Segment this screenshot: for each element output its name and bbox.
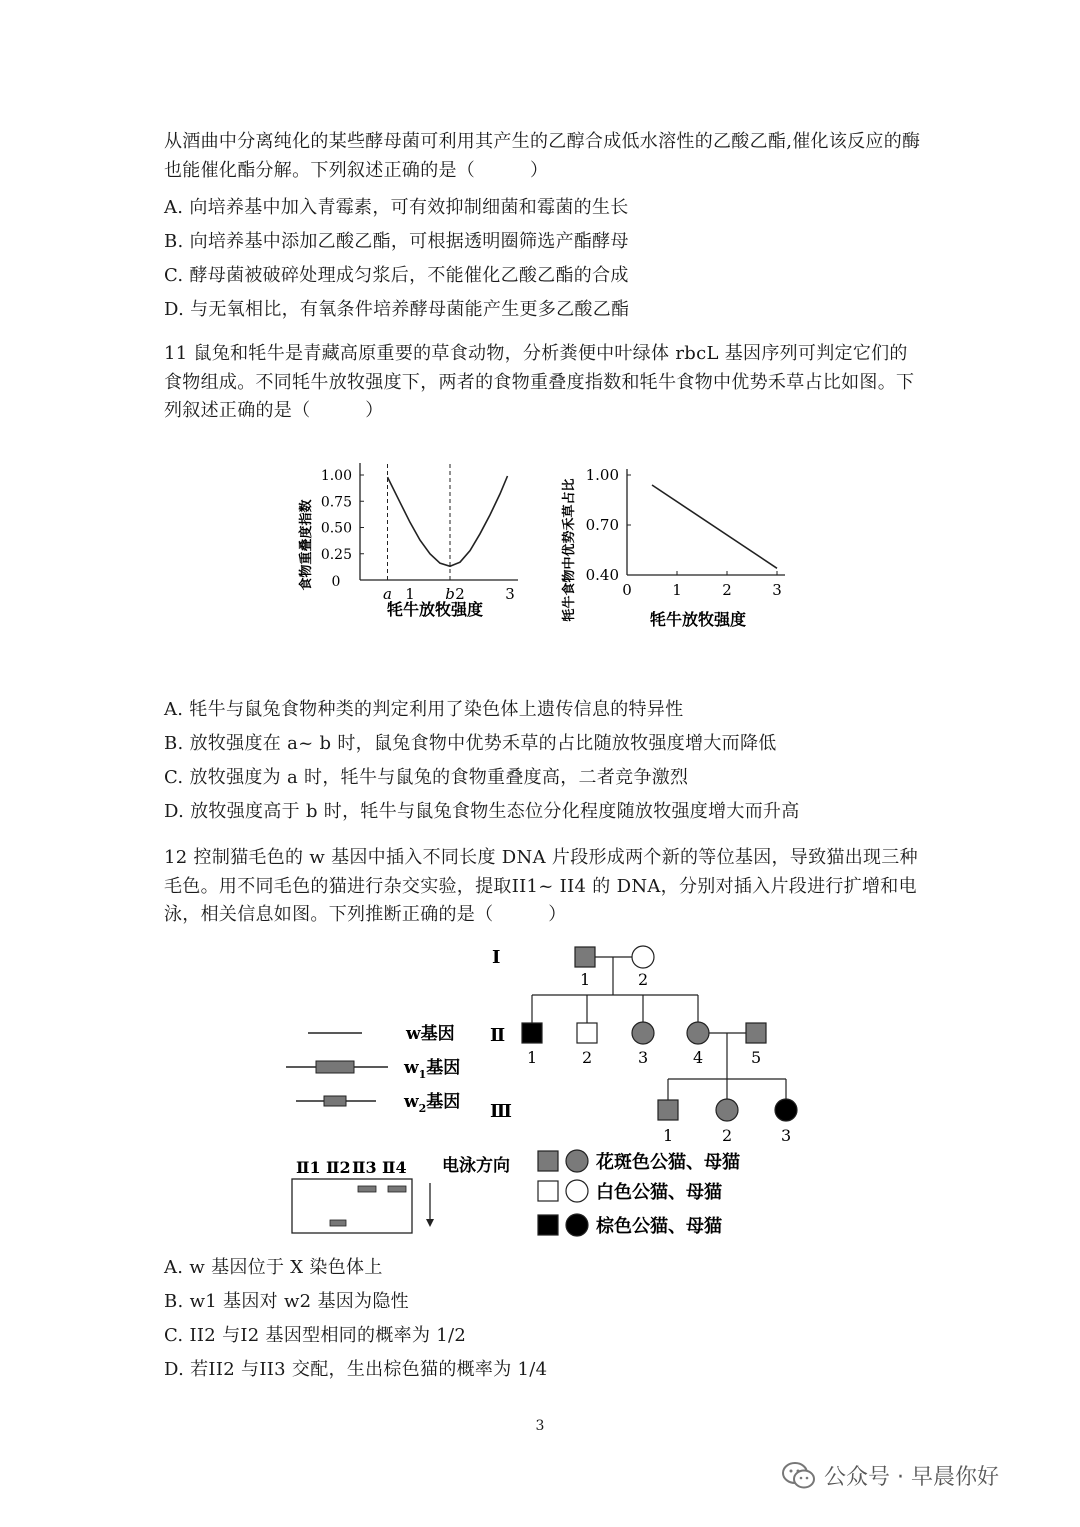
pedigree-II1-label: 1 (527, 1048, 538, 1067)
legend-brown-square (538, 1215, 558, 1235)
pedigree-II4-label: 4 (693, 1048, 704, 1067)
chart2-xlabel: 牦牛放牧强度 (649, 610, 747, 629)
pedigree (490, 946, 797, 1145)
chart1-x-tick-3: 3 (505, 585, 515, 603)
gene-w2-main: w (404, 1092, 419, 1112)
q10-option-a: A. 向培养基中加入青霉素，可有效抑制细菌和霉菌的生长 (164, 197, 629, 218)
legend-white-square (538, 1181, 558, 1201)
chart2-x-tick-label: 2 (722, 581, 732, 599)
pedigree-III2-label: 2 (722, 1126, 733, 1145)
gel-diagram (292, 1155, 510, 1233)
legend-calico-label: 花斑色公猫、母猫 (596, 1152, 740, 1173)
chart2-x-tick-label: 0 (622, 581, 632, 599)
gel-lane-1: Ⅱ1 (296, 1158, 321, 1177)
pedigree-I1-male-calico (575, 947, 595, 967)
chart2-y-tick-label: 0.40 (585, 566, 619, 584)
watermark (782, 1460, 999, 1491)
pedigree-II4-female-calico (687, 1022, 709, 1044)
chart-food-overlap (290, 455, 530, 635)
q11-stem: 11 鼠兔和牦牛是青藏高原重要的草食动物，分析粪便中叶绿体 rbcL 基因序列可判定它们的食物组成。不同牦牛放牧强度下，两者的食物重叠度指数和牦牛食物中优势禾草占比如图。下列叙述正确的是（ ） (164, 343, 915, 421)
pedigree-II1-male-brown (522, 1023, 542, 1043)
chart2-series-line (652, 485, 777, 568)
pedigree-III1-label: 1 (663, 1126, 674, 1145)
q10-option-d: D. 与无氧相比，有氧条件培养酵母菌能产生更多乙酸乙酯 (164, 299, 630, 320)
legend-white-circle (566, 1180, 588, 1202)
q11-option-a: A. 牦牛与鼠兔食物种类的判定利用了染色体上遗传信息的特异性 (164, 699, 684, 720)
pedigree-I2-female-white (632, 946, 654, 968)
svg-text:w2基因 (403, 1092, 460, 1115)
gel-direction-text: 电泳方向 (442, 1156, 510, 1176)
q10-option-b: B. 向培养基中添加乙酸乙酯，可根据透明圈筛选产酯酵母 (164, 231, 629, 252)
q12-stem: 12 控制猫毛色的 w 基因中插入不同长度 DNA 片段形成两个新的等位基因，导致猫出现三种毛色。用不同毛色的猫进行杂交实验，提取II1~ II4 的 DNA，分别对插入片段进行扩增和电泳，相关信息如图。下列推断正确的是（ ） (164, 847, 918, 925)
q12-figure (280, 935, 820, 1250)
chart1-origin-label: 0 (331, 574, 341, 590)
svg-text:w1基因 (403, 1058, 460, 1081)
chart2-x-tick-label: 1 (672, 581, 682, 599)
pedigree-III1-male-calico (658, 1100, 678, 1120)
chart1-y-tick-label: 0.25 (320, 546, 352, 563)
pedigree-I2-label: 2 (638, 970, 649, 989)
chart1-ylabel: 食物重叠度指数 (299, 499, 314, 591)
gene-w1-main: w (404, 1058, 419, 1078)
q12-option-b: B. w1 基因对 w2 基因为隐性 (164, 1291, 409, 1312)
gel-lane-2: Ⅱ2 (326, 1158, 351, 1177)
phenotype-legend (538, 1150, 740, 1237)
gel-lane-3: Ⅱ3 (352, 1158, 377, 1177)
legend-brown-circle (566, 1214, 588, 1236)
chart2-y-tick-label: 0.70 (585, 516, 619, 534)
pedigree-II5-male-calico (746, 1023, 766, 1043)
chart1-xlabel: 牦牛放牧强度 (386, 600, 484, 619)
page-number: 3 (535, 1418, 545, 1434)
q11-option-c: C. 放牧强度为 a 时，牦牛与鼠兔的食物重叠度高，二者竞争激烈 (164, 767, 689, 788)
pedigree-II2-label: 2 (582, 1048, 593, 1067)
gene-legend (286, 1024, 460, 1115)
q10-stem: 从酒曲中分离纯化的某些酵母菌可利用其产生的乙醇合成低水溶性的乙酸乙酯,催化该反应的酶也能催化酯分解。下列叙述正确的是（ ） (164, 131, 921, 181)
chart1-x-tick-a: a (383, 585, 392, 603)
generation-2: Ⅱ (490, 1025, 506, 1046)
watermark-text: 公众号 · 早晨你好 (824, 1465, 999, 1490)
gel-direction-label (442, 1155, 510, 1176)
gene-w-label: w基因 (406, 1024, 455, 1044)
generation-3: Ⅲ (490, 1101, 512, 1122)
legend-calico-square (538, 1151, 558, 1171)
chart1-y-tick-label: 1.00 (320, 468, 352, 484)
chart1-series-line (388, 476, 508, 566)
chart1-x-tick-1: 1 (405, 585, 415, 603)
legend-brown-label: 棕色公猫、母猫 (596, 1216, 722, 1237)
chart1-x-tick-b: b (445, 585, 455, 603)
q12-option-a: A. w 基因位于 X 染色体上 (164, 1257, 383, 1278)
chart2-ylabel: 牦牛食物中优势禾草占比 (562, 478, 577, 622)
chart1-x-tick-2: 2 (455, 585, 465, 603)
pedigree-II5-label: 5 (751, 1048, 762, 1067)
q12-option-c: C. II2 与I2 基因型相同的概率为 1/2 (164, 1325, 467, 1346)
gene-w1-sub: 1 (418, 1068, 427, 1081)
chart1-y-tick-label: 0.50 (320, 520, 352, 537)
pedigree-II3-female-calico (632, 1022, 654, 1044)
chart-grass-proportion (555, 455, 795, 635)
pedigree-II3-label: 3 (638, 1048, 649, 1067)
q11-option-d: D. 放牧强度高于 b 时，牦牛与鼠兔食物生态位分化程度随放牧强度增大而升高 (164, 801, 800, 822)
chart1-y-tick-label: 0.75 (320, 494, 352, 511)
pedigree-III2-female-calico (716, 1099, 738, 1121)
q10-option-c: C. 酵母菌被破碎处理成匀浆后，不能催化乙酸乙酯的合成 (164, 265, 629, 286)
chart2-x-tick-label: 3 (772, 581, 782, 599)
gene-w1-suffix: 基因 (426, 1058, 461, 1078)
gel-lane-4: Ⅱ4 (382, 1158, 407, 1177)
pedigree-I1-label: 1 (580, 970, 591, 989)
wechat-icon (782, 1461, 816, 1491)
chart2-y-tick-label: 1.00 (585, 466, 619, 484)
pedigree-III3-label: 3 (781, 1126, 792, 1145)
q11-option-b: B. 放牧强度在 a~ b 时，鼠兔食物中优势禾草的占比随放牧强度增大而降低 (164, 733, 777, 754)
pedigree-III3-female-brown (775, 1099, 797, 1121)
legend-calico-circle (566, 1150, 588, 1172)
generation-1: Ⅰ (492, 947, 501, 968)
gene-w2-sub: 2 (418, 1102, 427, 1115)
gene-w2-suffix: 基因 (426, 1092, 461, 1112)
legend-white-label: 白色公猫、母猫 (596, 1182, 722, 1203)
q12-option-d: D. 若II2 与II3 交配，生出棕色猫的概率为 1/4 (164, 1359, 548, 1380)
pedigree-II2-male-white (577, 1023, 597, 1043)
